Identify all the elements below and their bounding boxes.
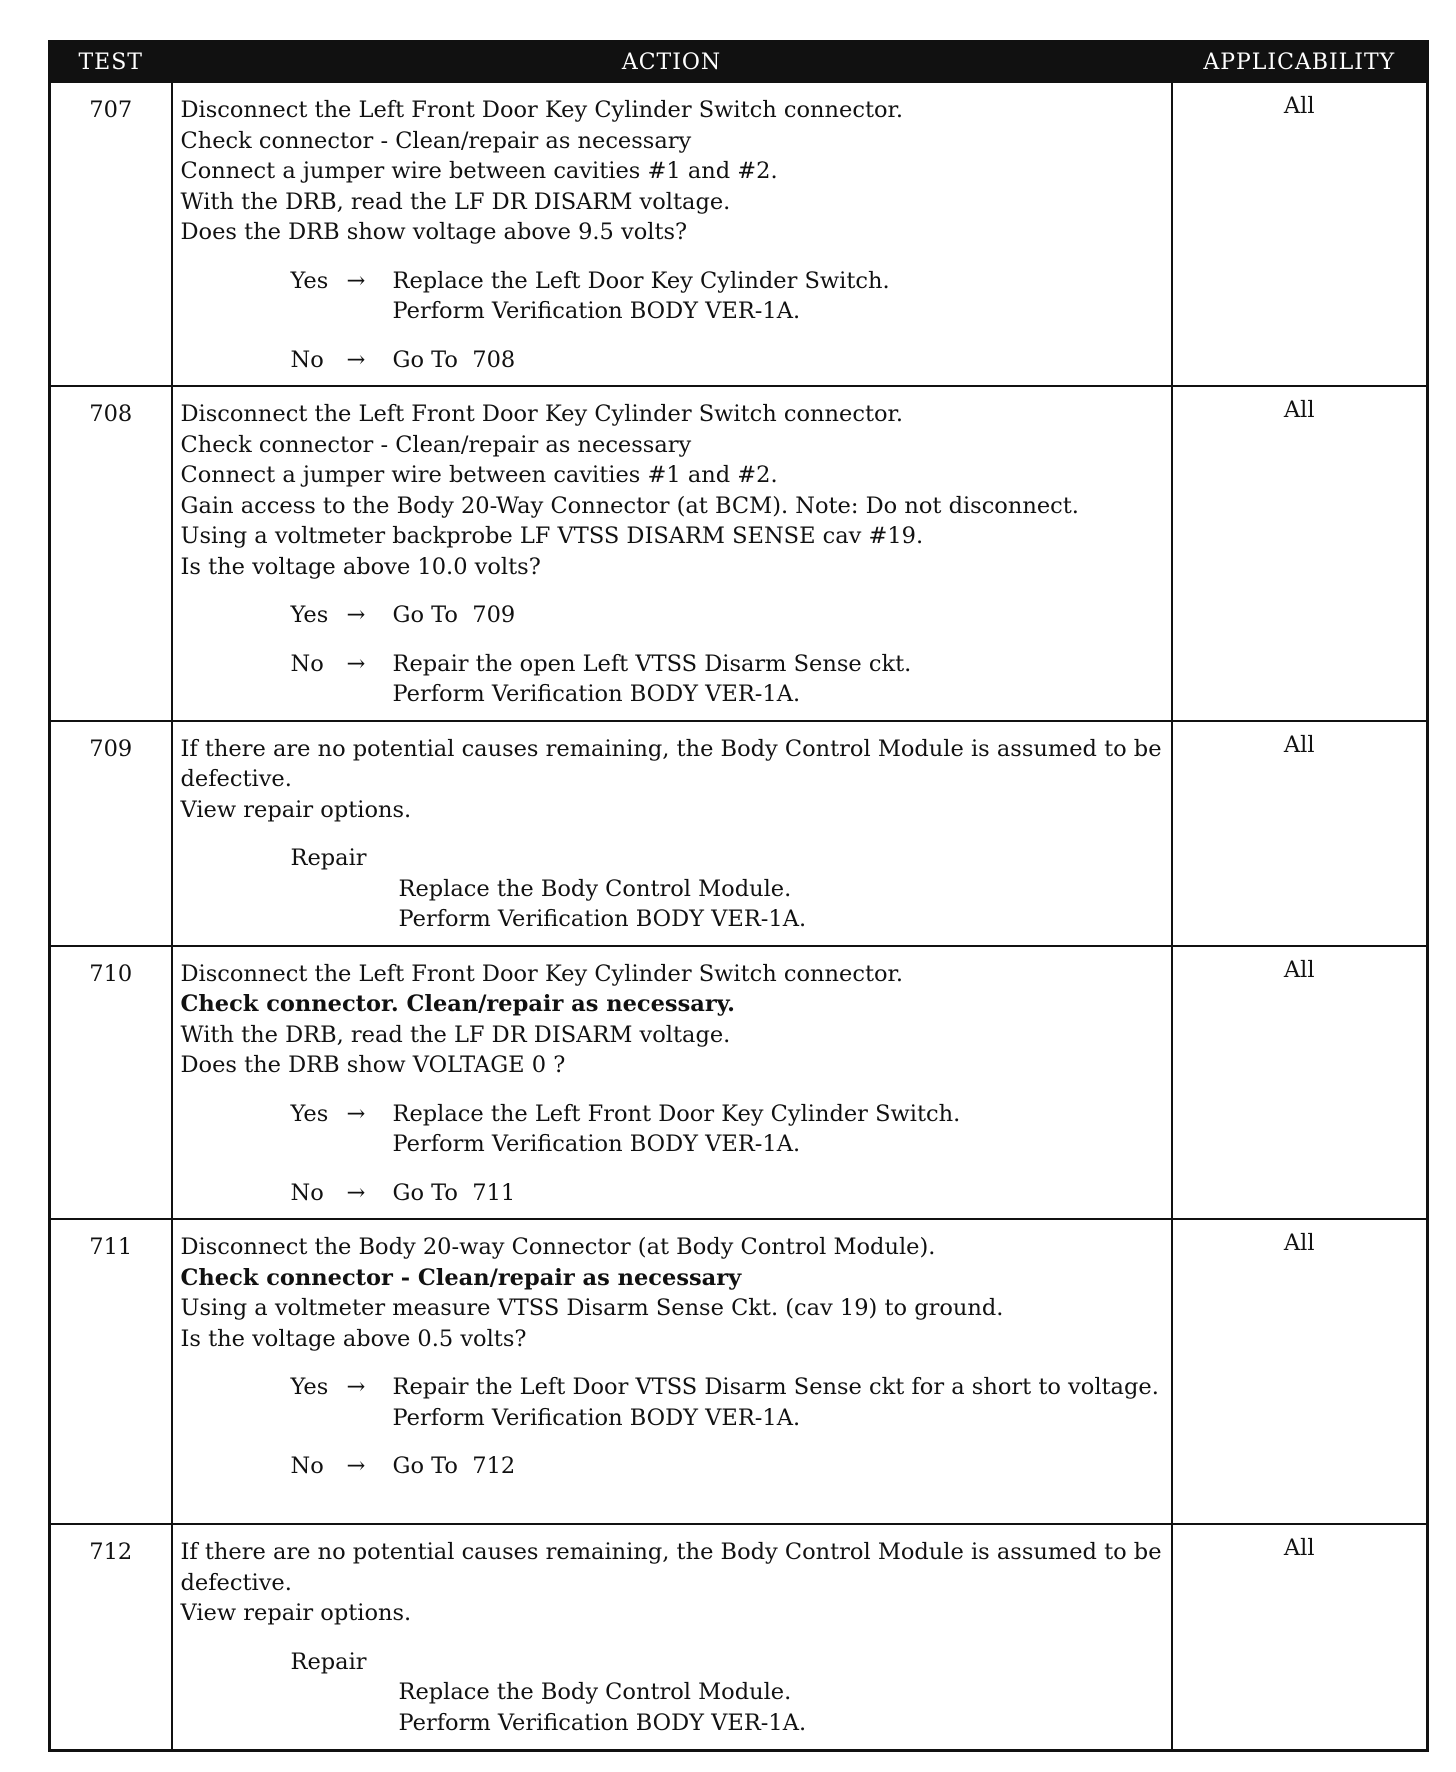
action-step: Using a voltmeter measure VTSS Disarm Sense Ckt. (cav 19) to ground. (180, 1295, 1004, 1321)
applicability-cell: All (1172, 1524, 1428, 1750)
table-row-707 (50, 82, 1428, 386)
result-text: Repair the open Left VTSS Disarm Sense ckt. (392, 650, 912, 677)
test-number: 711 (50, 1219, 172, 1524)
table-row-709 (50, 721, 1428, 946)
test-number: 708 (50, 386, 172, 721)
repair-block (181, 843, 1163, 935)
diagnostic-page (48, 40, 1426, 1752)
result-text: Perform Verification BODY VER-1A. (392, 1131, 801, 1157)
action-step: Check connector. Clean/repair as necessary. (180, 991, 736, 1017)
action-step: Connect a jumper wire between cavities #1 and #2. (180, 158, 778, 184)
action-step: Is the voltage above 0.5 volts? (180, 1325, 527, 1352)
arrow-right-icon: → (346, 346, 366, 373)
arrow-right-icon: → (346, 1453, 366, 1479)
action-paragraph: If there are no potential causes remaining, the Body Control Module is assumed to be defective. (180, 1539, 1162, 1596)
no-label: No (290, 346, 324, 373)
result-text: Go To 712 (392, 1453, 516, 1479)
action-step: With the DRB, read the LF DR DISARM voltage. (180, 1021, 731, 1048)
result-text: Go To 708 (392, 346, 516, 373)
no-label: No (290, 1453, 324, 1479)
arrow-right-icon: → (346, 1179, 366, 1206)
action-step: Disconnect the Left Front Door Key Cylinder Switch connector. (180, 97, 903, 123)
table-row-710 (50, 946, 1428, 1220)
yes-label: Yes (290, 602, 329, 628)
action-step: Disconnect the Left Front Door Key Cylinder Switch connector. (180, 401, 903, 427)
diagnostic-table (48, 40, 1429, 1752)
result-text: Repair the Left Door VTSS Disarm Sense ckt for a short to voltage. (392, 1374, 1159, 1400)
action-step: Gain access to the Body 20-Way Connector (at BCM). Note: Do not disconnect. (180, 492, 1079, 519)
header-action: ACTION (172, 42, 1172, 83)
yes-label: Yes (290, 1100, 329, 1127)
action-step: Disconnect the Left Front Door Key Cylinder Switch connector. (180, 960, 903, 987)
table-row-711 (50, 1219, 1428, 1524)
yes-branch (181, 1099, 1163, 1160)
action-step: Disconnect the Body 20-way Connector (at Body Control Module). (180, 1234, 936, 1260)
test-number: 712 (50, 1524, 172, 1750)
applicability-cell: All (1172, 82, 1428, 386)
action-cell (172, 721, 1172, 946)
action-step: Using a voltmeter backprobe LF VTSS DISARM SENSE cav #19. (180, 523, 924, 549)
arrow-right-icon: → (346, 650, 366, 677)
test-number: 709 (50, 721, 172, 946)
action-step: View repair options. (180, 796, 412, 823)
repair-step: Perform Verification BODY VER-1A. (398, 906, 807, 932)
repair-step: Perform Verification BODY VER-1A. (398, 1709, 807, 1736)
header-applicability: APPLICABILITY (1172, 42, 1428, 83)
repair-step: Replace the Body Control Module. (398, 1679, 792, 1705)
applicability-cell: All (1172, 721, 1428, 946)
no-label: No (290, 650, 324, 677)
action-step: Check connector - Clean/repair as necessary (180, 431, 692, 458)
arrow-right-icon: → (346, 1100, 366, 1127)
result-text: Go To 709 (392, 602, 516, 628)
result-text: Perform Verification BODY VER-1A. (392, 1404, 801, 1431)
action-step: Connect a jumper wire between cavities #1 and #2. (180, 462, 778, 488)
action-cell (172, 946, 1172, 1220)
result-text: Perform Verification BODY VER-1A. (392, 681, 801, 707)
no-label: No (290, 1179, 324, 1206)
arrow-right-icon: → (346, 602, 366, 628)
action-step: Does the DRB show voltage above 9.5 volts? (180, 219, 688, 245)
action-cell (172, 386, 1172, 721)
yes-label: Yes (290, 267, 329, 294)
action-step: Check connector - Clean/repair as necessary (180, 127, 692, 154)
yes-branch (181, 1372, 1163, 1433)
table-row-708 (50, 386, 1428, 721)
yes-label: Yes (290, 1374, 329, 1400)
test-number: 710 (50, 946, 172, 1220)
result-text: Replace the Left Door Key Cylinder Switch. (392, 267, 890, 294)
result-text: Perform Verification BODY VER-1A. (392, 298, 801, 324)
result-text: Replace the Left Front Door Key Cylinder Switch. (392, 1100, 961, 1127)
applicability-cell: All (1172, 946, 1428, 1220)
no-branch (181, 649, 1163, 710)
header-test: TEST (50, 42, 172, 83)
repair-label: Repair (290, 845, 367, 871)
action-step: View repair options. (180, 1600, 412, 1626)
action-step: Does the DRB show VOLTAGE 0 ? (180, 1052, 566, 1078)
test-number: 707 (50, 82, 172, 386)
applicability-cell: All (1172, 386, 1428, 721)
repair-label: Repair (290, 1648, 367, 1675)
arrow-right-icon: → (346, 1374, 366, 1400)
action-cell (172, 1219, 1172, 1524)
action-paragraph: If there are no potential causes remaining, the Body Control Module is assumed to be defective. (180, 735, 1162, 792)
action-step: With the DRB, read the LF DR DISARM voltage. (180, 188, 731, 215)
action-step: Is the voltage above 10.0 volts? (180, 553, 541, 580)
table-header-row (50, 42, 1428, 83)
action-cell (172, 1524, 1172, 1750)
yes-branch (181, 266, 1163, 327)
action-step: Check connector - Clean/repair as necessary (180, 1264, 742, 1291)
applicability-cell: All (1172, 1219, 1428, 1524)
yes-branch (181, 600, 1163, 631)
repair-step: Replace the Body Control Module. (398, 875, 792, 902)
no-branch (181, 345, 1163, 376)
action-cell (172, 82, 1172, 386)
repair-block (181, 1647, 1163, 1739)
no-branch (181, 1178, 1163, 1209)
no-branch (181, 1451, 1163, 1482)
table-row-712 (50, 1524, 1428, 1750)
arrow-right-icon: → (346, 267, 366, 294)
result-text: Go To 711 (392, 1179, 516, 1206)
